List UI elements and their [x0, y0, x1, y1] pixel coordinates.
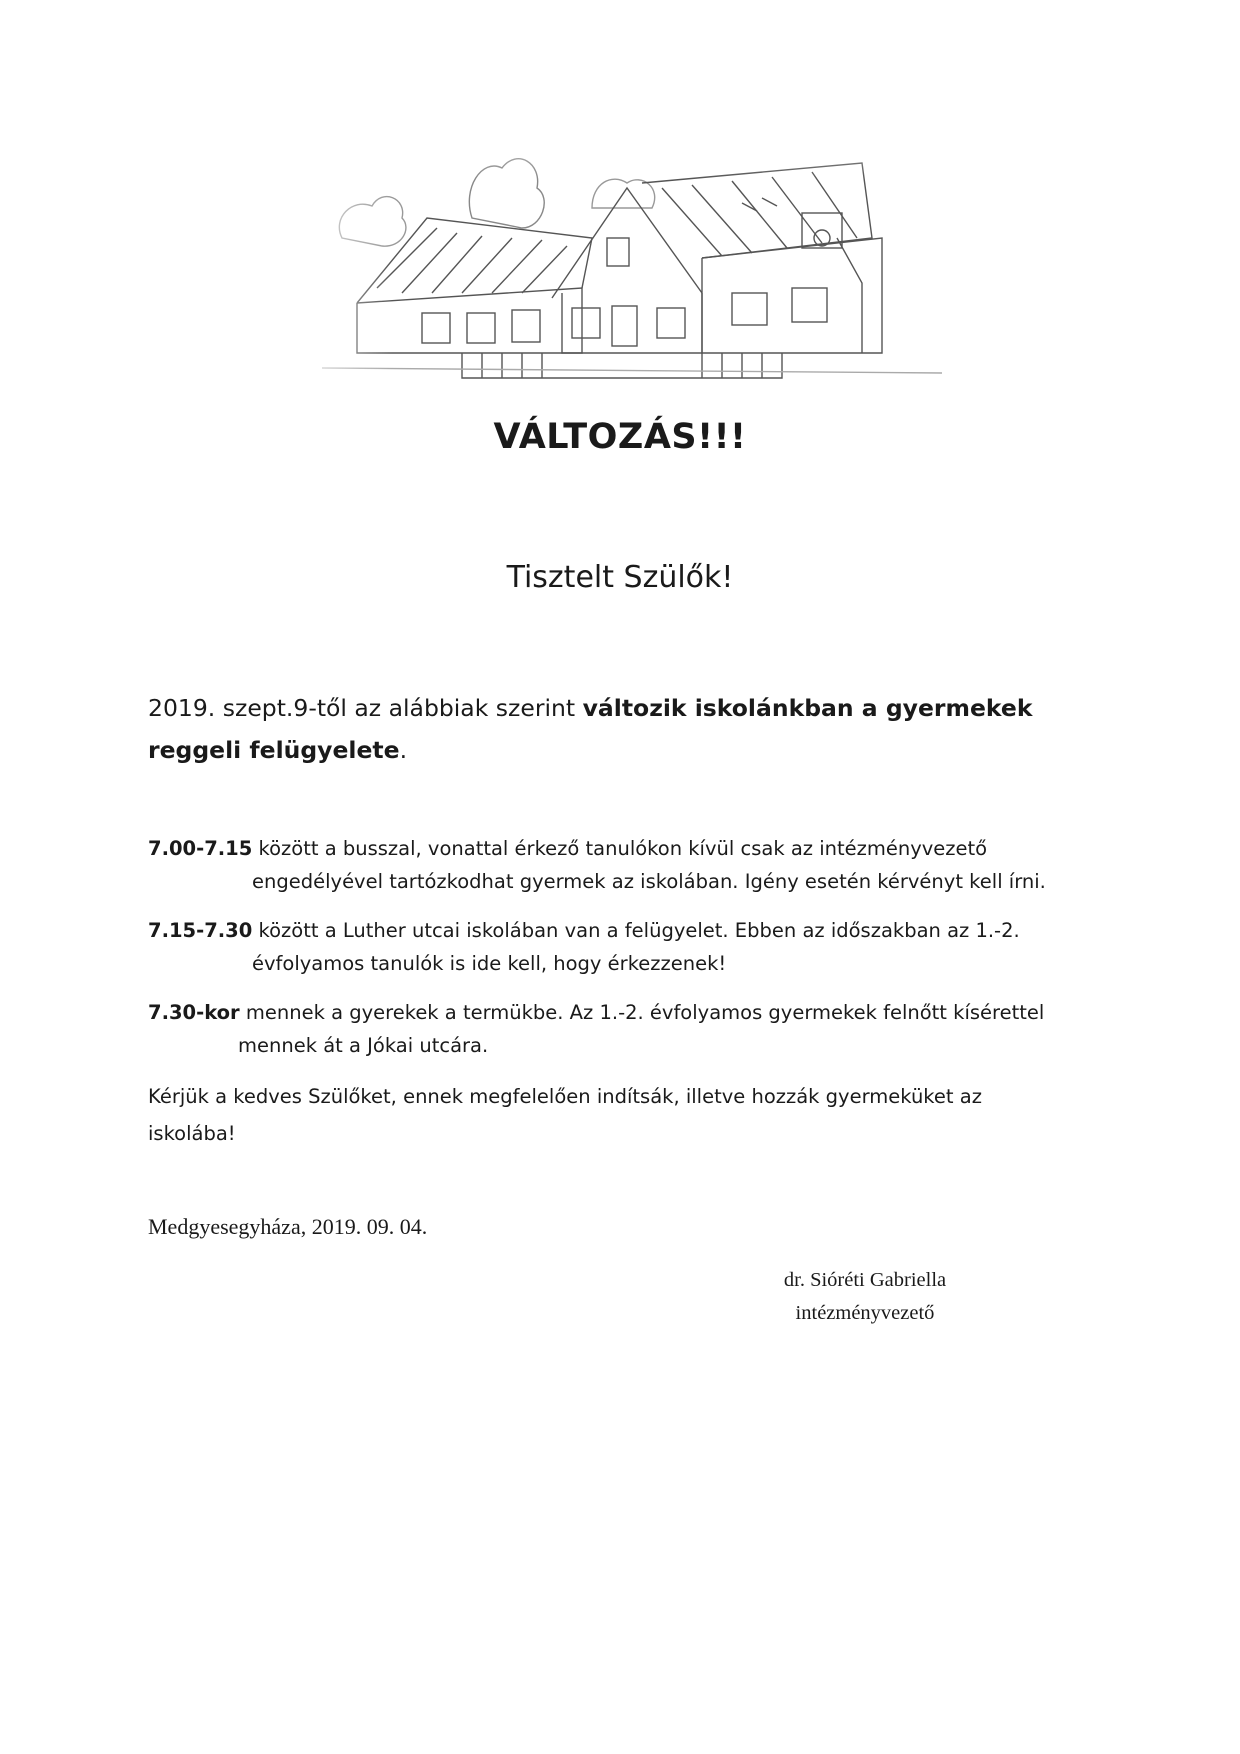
- schedule-item: [148, 914, 1108, 980]
- intro-bold-text: változik iskolánkban a gyermekek reggeli felügyelete: [148, 694, 1033, 764]
- salutation: Tisztelt Szülők!: [506, 560, 734, 595]
- signature-name: dr. Sióréti Gabriella: [783, 1269, 947, 1291]
- intro-period: .: [399, 736, 408, 764]
- schedule-text: mennek a gyerekek a termükbe. Az 1.-2. évfolyamos gyermekek felnőtt kísérettel: [239, 1001, 1045, 1024]
- schedule-item: [148, 996, 1108, 1062]
- intro-text: 2019. szept.9-től az alábbiak szerint: [148, 694, 583, 722]
- schedule-text: között a Luther utcai iskolában van a felügyelet. Ebben az időszakban az 1.-2.: [252, 919, 1020, 942]
- schedule-text: között a busszal, vonattal érkező tanulókon kívül csak az intézményvezető: [252, 837, 988, 860]
- school-building-sketch: [262, 88, 986, 393]
- signature-block: [690, 1264, 1040, 1330]
- schedule-time: 7.30-kor: [148, 1001, 240, 1024]
- schedule-time: 7.15-7.30: [148, 919, 253, 942]
- intro-paragraph: [148, 687, 1108, 771]
- schedule-text-continued: mennek át a Jókai utcára.: [238, 1034, 489, 1057]
- place-and-date: Medgyesegyháza, 2019. 09. 04.: [148, 1214, 428, 1239]
- closing-paragraph: Kérjük a kedves Szülőket, ennek megfelelően indítsák, illetve hozzák gyermeküket az iskolába!: [148, 1085, 982, 1145]
- signature-role: intézményvezető: [795, 1302, 935, 1324]
- schedule-time: 7.00-7.15: [148, 837, 253, 860]
- page-title: VÁLTOZÁS!!!: [493, 417, 747, 457]
- schedule-item: [148, 832, 1108, 898]
- schedule-text-continued: engedélyével tartózkodhat gyermek az iskolában. Igény esetén kérvényt kell írni.: [252, 870, 1046, 893]
- schedule-text-continued: évfolyamos tanulók is ide kell, hogy érkezzenek!: [252, 952, 727, 975]
